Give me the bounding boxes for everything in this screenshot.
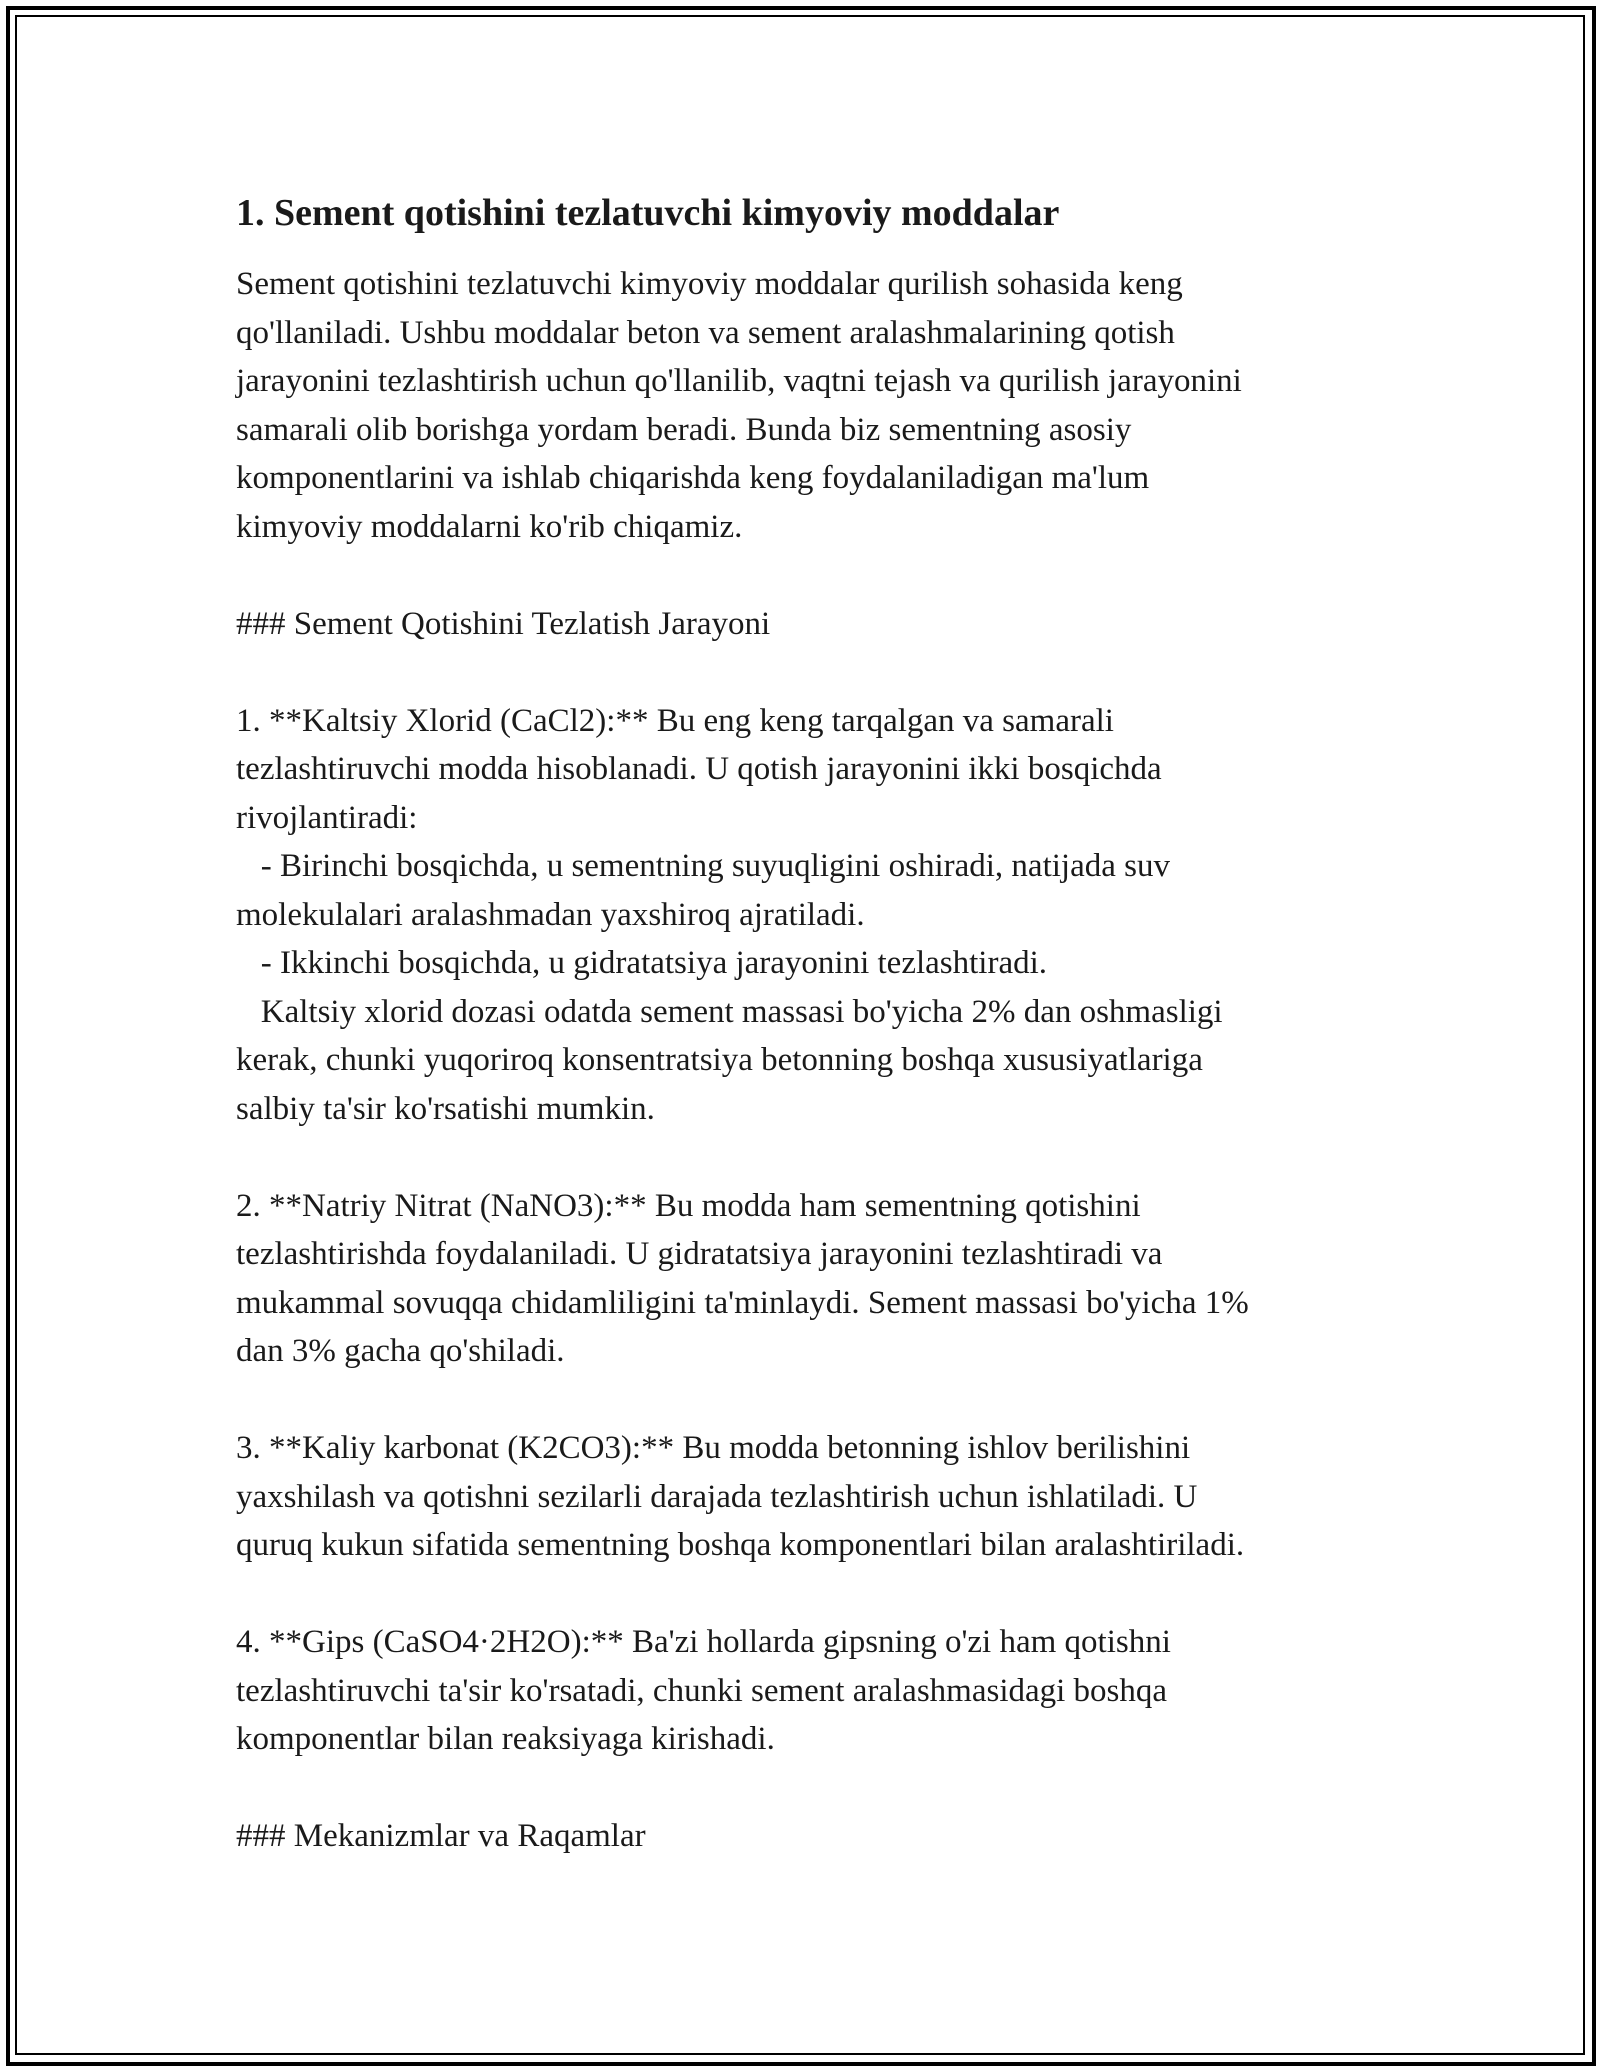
document-title: 1. Sement qotishini tezlatuvchi kimyoviy moddalar (236, 192, 1060, 234)
document-body: Sement qotishini tezlatuvchi kimyoviy moddalar qurilish sohasida keng qo'llaniladi. Ushbu moddalar beton va sement aralashmalarining qotish jarayonini tezlashtirish uchun qo'llanilib, vaqtni tejash va qurilish jarayonini samarali olib borishga yordam beradi. Bunda biz sementning asosiy komponentlarini va ishlab chiqarishda keng foydalaniladigan ma'lum kimyoviy moddalarni ko'rib chiqamiz. ### Sement Qotishini Tezlatish Jarayoni 1. **Kaltsiy Xlorid (CaCl2):** Bu eng keng tarqalgan va samarali tezlashtiruvchi modda hisoblanadi. U qotish jarayonini ikki bosqichda rivojlantiradi: - Birinchi bosqichda, u sementning suyuqligini oshiradi, natijada suv molekulalari aralashmadan yaxshiroq ajratiladi. - Ikkinchi bosqichda, u gidratatsiya jarayonini tezlashtiradi. Kaltsiy xlorid dozasi odatda sement massasi bo'yicha 2% dan oshmasligi kerak, chunki yuqoriroq konsentratsiya betonning boshqa xususiyatlariga salbiy ta'sir ko'rsatishi mumkin. 2. **Natriy Nitrat (NaNO3):** Bu modda ham sementning qotishini tezlashtirishda foydalaniladi. U gidratatsiya jarayonini tezlashtiradi va mukammal sovuqqa chidamliligini ta'minlaydi. Sement massasi bo'yicha 1% dan 3% gacha qo'shiladi. 3. **Kaliy karbonat (K2CO3):** Bu modda betonning ishlov berilishini yaxshilash va qotishni sezilarli darajada tezlashtirish uchun ishlatiladi. U quruq kukun sifatida sementning boshqa komponentlari bilan aralashtiriladi. 4. **Gips (CaSO4·2H2O):** Ba'zi hollarda gipsning o'zi ham qotishni tezlashtiruvchi ta'sir ko'rsatadi, chunki sement aralashmasidagi boshqa komponentlar bilan reaksiyaga kirishadi. ### Mekanizmlar va Raqamlar (236, 266, 1249, 1854)
document-page (236, 188, 1366, 1861)
